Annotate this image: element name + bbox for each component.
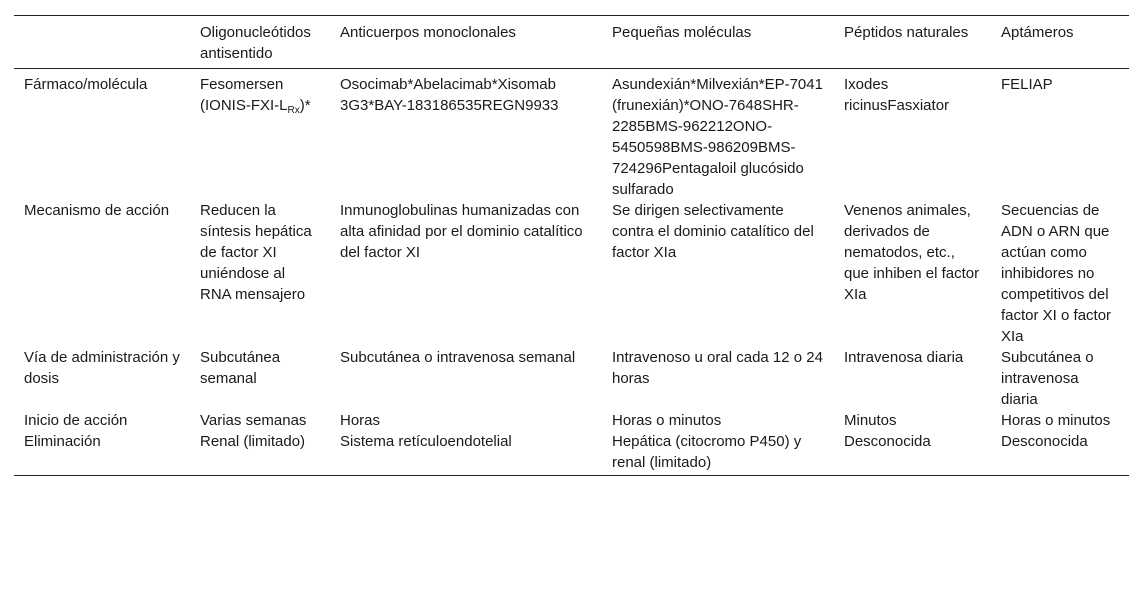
table-cell: Horas o minutos bbox=[612, 412, 722, 429]
cell-text: )* bbox=[299, 97, 311, 114]
table-cell: Subcutánea o intravenosa diaria bbox=[1001, 349, 1094, 408]
table-row bbox=[14, 410, 1129, 431]
table-cell: FELIAP bbox=[1001, 76, 1053, 93]
table-cell: Se dirigen selectivamente contra el dominio catalítico del factor XIa bbox=[612, 202, 814, 261]
table-cell: Subcutánea semanal bbox=[200, 349, 281, 387]
table-cell: Osocimab*Abelacimab*Xisomab 3G3*BAY-183186535REGN9933 bbox=[340, 76, 559, 114]
table-row bbox=[14, 200, 1129, 347]
table-row bbox=[14, 69, 1129, 201]
table-cell: Minutos bbox=[844, 412, 897, 429]
table-row bbox=[14, 431, 1129, 476]
table-cell: Secuencias de ADN o ARN que actúan como inhibidores no competitivos del factor XI o factor XIa bbox=[1001, 202, 1112, 345]
header-oligonucleotidos: Oligonucleótidos antisentido bbox=[200, 24, 311, 62]
table-cell: Varias semanas bbox=[200, 412, 307, 429]
table-cell: Desconocida bbox=[844, 433, 931, 450]
header-row bbox=[14, 16, 1129, 69]
table-cell: Horas o minutos bbox=[1001, 412, 1111, 429]
table-cell: Desconocida bbox=[1001, 433, 1088, 450]
table-cell: Asundexián*Milvexián*EP-7041 (frunexián)*ONO-7648SHR-2285BMS-962212ONO-5450598BMS-986209BMS-724296Pentagaloil glucósido sulfarado bbox=[612, 76, 823, 198]
header-peptidos: Péptidos naturales bbox=[844, 24, 969, 41]
table-cell bbox=[190, 69, 330, 201]
table-cell: Reducen la síntesis hepática de factor XI uniéndose al RNA mensajero bbox=[200, 202, 312, 303]
header-aptameros: Aptámeros bbox=[1001, 24, 1074, 41]
table-cell: Intravenosa diaria bbox=[844, 349, 964, 366]
table-row bbox=[14, 347, 1129, 410]
cell-text: Fesomersen (IONIS-FXI-L bbox=[200, 76, 288, 114]
header-empty-cell bbox=[14, 16, 190, 69]
cell-subscript: Rx bbox=[287, 105, 300, 116]
row-label: Vía de administración y dosis bbox=[24, 349, 180, 387]
table-cell: Horas bbox=[340, 412, 381, 429]
table-cell: Hepática (citocromo P450) y renal (limitado) bbox=[612, 433, 802, 471]
table-cell: Subcutánea o intravenosa semanal bbox=[340, 349, 576, 366]
factor-xi-inhibitors-table bbox=[14, 15, 1129, 476]
header-anticuerpos: Anticuerpos monoclonales bbox=[340, 24, 516, 41]
row-label: Mecanismo de acción bbox=[24, 202, 170, 219]
row-label: Fármaco/molécula bbox=[24, 76, 148, 93]
table-cell: Venenos animales, derivados de nematodos, etc., que inhiben el factor XIa bbox=[844, 202, 980, 303]
table-cell: Inmunoglobulinas humanizadas con alta afinidad por el dominio catalítico del factor XI bbox=[340, 202, 583, 261]
table-cell: Intravenoso u oral cada 12 o 24 horas bbox=[612, 349, 823, 387]
table-cell: Renal (limitado) bbox=[200, 433, 306, 450]
row-label: Inicio de acción bbox=[24, 412, 128, 429]
table-cell: Sistema retículoendotelial bbox=[340, 433, 512, 450]
table-cell: Ixodes ricinusFasxiator bbox=[844, 76, 950, 114]
row-label: Eliminación bbox=[24, 433, 101, 450]
header-pequenas-moleculas: Pequeñas moléculas bbox=[612, 24, 752, 41]
